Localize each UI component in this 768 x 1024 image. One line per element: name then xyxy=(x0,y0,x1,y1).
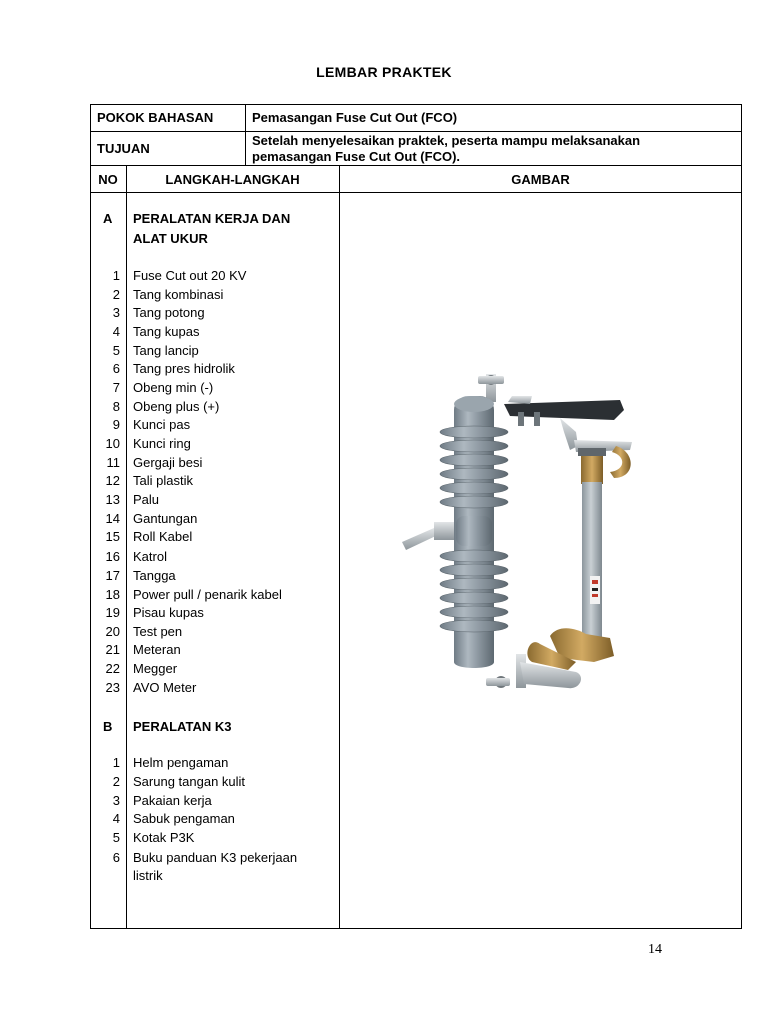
list-item-number: 12 xyxy=(105,473,120,488)
list-item: Roll Kabel xyxy=(133,529,193,544)
page-title: LEMBAR PRAKTEK xyxy=(316,64,452,80)
section-a-title: PERALATAN KERJA DAN xyxy=(133,211,291,226)
list-item-number: 22 xyxy=(105,661,120,676)
list-item: Katrol xyxy=(133,549,167,564)
list-item: AVO Meter xyxy=(133,680,197,695)
table-divider xyxy=(339,165,340,929)
list-item: Helm pengaman xyxy=(133,755,229,770)
list-item-number: 5 xyxy=(112,343,120,358)
fuse-cut-out-image xyxy=(400,366,640,702)
list-item: Pakaian kerja xyxy=(133,793,212,808)
list-item: Kotak P3K xyxy=(133,830,195,845)
list-item: Tang potong xyxy=(133,305,205,320)
list-item-number: 18 xyxy=(105,587,120,602)
list-item: Gergaji besi xyxy=(133,455,203,470)
pokok-bahasan-value: Pemasangan Fuse Cut Out (FCO) xyxy=(252,110,458,125)
pokok-bahasan-label: POKOK BAHASAN xyxy=(97,110,214,125)
list-item-number: 20 xyxy=(105,624,120,639)
list-item: Fuse Cut out 20 KV xyxy=(133,268,247,283)
list-item-number: 7 xyxy=(112,380,120,395)
list-item: Tang kombinasi xyxy=(133,287,224,302)
list-item: Tali plastik xyxy=(133,473,193,488)
tujuan-label: TUJUAN xyxy=(97,141,150,156)
list-item-number: 11 xyxy=(106,455,120,470)
column-header-no: NO xyxy=(98,172,118,187)
list-item-number: 19 xyxy=(105,605,120,620)
list-item-number: 6 xyxy=(112,361,120,376)
list-item-number: 4 xyxy=(112,811,120,826)
list-item: Buku panduan K3 pekerjaan xyxy=(133,850,298,865)
list-item-number: 10 xyxy=(105,436,120,451)
tujuan-value-line1: Setelah menyelesaikan praktek, peserta mampu melaksanakan xyxy=(252,133,641,148)
list-item: Megger xyxy=(133,661,178,676)
list-item: Gantungan xyxy=(133,511,198,526)
list-item: Sarung tangan kulit xyxy=(133,774,246,789)
list-item-number: 16 xyxy=(105,549,120,564)
list-item-number: 2 xyxy=(112,287,120,302)
list-item-number: 23 xyxy=(105,680,120,695)
list-item: Obeng min (-) xyxy=(133,380,214,395)
list-item-number: 4 xyxy=(112,324,120,339)
list-item-number: 1 xyxy=(112,755,120,770)
section-a-letter: A xyxy=(103,211,113,226)
list-item-number: 13 xyxy=(105,492,120,507)
table-divider xyxy=(90,165,742,166)
list-item-continuation: listrik xyxy=(133,868,163,883)
column-header-image: GAMBAR xyxy=(511,172,570,187)
list-item: Obeng plus (+) xyxy=(133,399,220,414)
list-item: Test pen xyxy=(133,624,183,639)
table-divider xyxy=(245,104,246,165)
section-b-title: PERALATAN K3 xyxy=(133,719,232,734)
list-item: Pisau kupas xyxy=(133,605,204,620)
list-item-number: 21 xyxy=(105,642,120,657)
page-number: 14 xyxy=(648,942,662,957)
list-item: Tangga xyxy=(133,568,176,583)
list-item-number: 14 xyxy=(105,511,120,526)
column-header-steps: LANGKAH-LANGKAH xyxy=(165,172,300,187)
section-a-title: ALAT UKUR xyxy=(133,231,208,246)
list-item-number: 15 xyxy=(105,529,120,544)
list-item-number: 8 xyxy=(112,399,120,414)
list-item-number: 2 xyxy=(112,774,120,789)
tujuan-value-line2: pemasangan Fuse Cut Out (FCO). xyxy=(252,149,461,164)
list-item-number: 3 xyxy=(112,305,120,320)
table-divider xyxy=(90,131,742,132)
list-item-number: 9 xyxy=(112,417,120,432)
list-item: Sabuk pengaman xyxy=(133,811,235,826)
table-divider xyxy=(126,165,127,929)
list-item: Palu xyxy=(133,492,160,507)
list-item: Tang lancip xyxy=(133,343,199,358)
list-item: Kunci ring xyxy=(133,436,191,451)
list-item: Kunci pas xyxy=(133,417,191,432)
list-item: Tang pres hidrolik xyxy=(133,361,235,376)
list-item-number: 6 xyxy=(112,850,120,865)
list-item: Tang kupas xyxy=(133,324,200,339)
list-item-number: 5 xyxy=(112,830,120,845)
list-item-number: 1 xyxy=(112,268,120,283)
section-b-letter: B xyxy=(103,719,113,734)
list-item: Power pull / penarik kabel xyxy=(133,587,282,602)
list-item-number: 17 xyxy=(105,568,120,583)
table-divider xyxy=(90,192,742,193)
list-item: Meteran xyxy=(133,642,181,657)
list-item-number: 3 xyxy=(112,793,120,808)
